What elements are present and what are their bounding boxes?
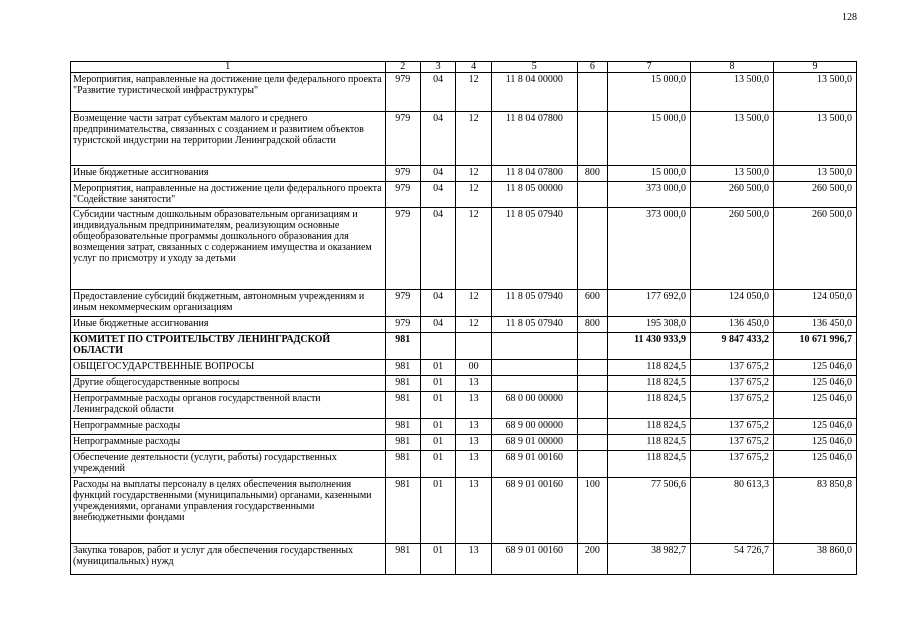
row-name-cell: КОМИТЕТ ПО СТРОИТЕЛЬСТВУ ЛЕНИНГРАДСКОЙ ОБЛАСТИ: [71, 333, 386, 360]
code-cell: 13: [456, 478, 491, 544]
amount-cell: 373 000,0: [608, 208, 691, 290]
column-number-header: 8: [691, 62, 774, 73]
code-cell: 68 9 01 00160: [491, 544, 577, 575]
budget-table: [70, 61, 857, 575]
amount-cell: 177 692,0: [608, 290, 691, 317]
code-cell: 04: [420, 166, 455, 182]
column-number-header: 3: [420, 62, 455, 73]
code-cell: [577, 419, 607, 435]
code-cell: 200: [577, 544, 607, 575]
table-row: [71, 451, 857, 478]
row-name-cell: Обеспечение деятельности (услуги, работы) государственных учреждений: [71, 451, 386, 478]
table-row: [71, 544, 857, 575]
table-row: [71, 73, 857, 112]
code-cell: 979: [385, 112, 420, 166]
amount-cell: 80 613,3: [691, 478, 774, 544]
code-cell: [577, 182, 607, 208]
code-cell: 04: [420, 73, 455, 112]
code-cell: 01: [420, 544, 455, 575]
code-cell: 100: [577, 478, 607, 544]
code-cell: 11 8 04 07800: [491, 166, 577, 182]
amount-cell: 118 824,5: [608, 435, 691, 451]
amount-cell: 260 500,0: [691, 208, 774, 290]
code-cell: 04: [420, 317, 455, 333]
code-cell: 01: [420, 360, 455, 376]
row-name-cell: Мероприятия, направленные на достижение цели федерального проекта "Развитие туристической инфраструктуры": [71, 73, 386, 112]
code-cell: 13: [456, 544, 491, 575]
code-cell: [456, 333, 491, 360]
code-cell: 979: [385, 208, 420, 290]
amount-cell: 125 046,0: [773, 419, 856, 435]
amount-cell: 54 726,7: [691, 544, 774, 575]
code-cell: 11 8 05 07940: [491, 317, 577, 333]
row-name-cell: Предоставление субсидий бюджетным, автономным учреждениям и иным некоммерческим организациям: [71, 290, 386, 317]
amount-cell: 38 860,0: [773, 544, 856, 575]
code-cell: [420, 333, 455, 360]
amount-cell: 77 506,6: [608, 478, 691, 544]
code-cell: 01: [420, 392, 455, 419]
row-name-cell: Иные бюджетные ассигнования: [71, 166, 386, 182]
column-number-header: 2: [385, 62, 420, 73]
amount-cell: 13 500,0: [773, 166, 856, 182]
amount-cell: 13 500,0: [691, 73, 774, 112]
code-cell: [577, 451, 607, 478]
amount-cell: 10 671 996,7: [773, 333, 856, 360]
code-cell: 12: [456, 208, 491, 290]
code-cell: 12: [456, 166, 491, 182]
code-cell: 01: [420, 451, 455, 478]
page-number: 128: [842, 12, 857, 23]
code-cell: 981: [385, 435, 420, 451]
amount-cell: 11 430 933,9: [608, 333, 691, 360]
table-row: [71, 419, 857, 435]
table-row: [71, 166, 857, 182]
amount-cell: 118 824,5: [608, 451, 691, 478]
code-cell: [577, 360, 607, 376]
column-number-header: 6: [577, 62, 607, 73]
column-number-header: 1: [71, 62, 386, 73]
code-cell: 13: [456, 435, 491, 451]
amount-cell: 125 046,0: [773, 376, 856, 392]
code-cell: 13: [456, 376, 491, 392]
amount-cell: 137 675,2: [691, 435, 774, 451]
amount-cell: 15 000,0: [608, 73, 691, 112]
row-name-cell: Расходы на выплаты персоналу в целях обеспечения выполнения функций государственными (муниципальными) органами, казенными учреждениями, органами управления государственными внебюджетными фондами: [71, 478, 386, 544]
amount-cell: 260 500,0: [691, 182, 774, 208]
code-cell: [577, 376, 607, 392]
table-row: [71, 333, 857, 360]
code-cell: 13: [456, 419, 491, 435]
table-row: [71, 478, 857, 544]
table-row: [71, 290, 857, 317]
row-name-cell: Непрограммные расходы органов государственной власти Ленинградской области: [71, 392, 386, 419]
amount-cell: 125 046,0: [773, 435, 856, 451]
amount-cell: 137 675,2: [691, 419, 774, 435]
amount-cell: 137 675,2: [691, 360, 774, 376]
code-cell: [577, 112, 607, 166]
amount-cell: 13 500,0: [773, 112, 856, 166]
amount-cell: 13 500,0: [773, 73, 856, 112]
amount-cell: 118 824,5: [608, 392, 691, 419]
amount-cell: 125 046,0: [773, 392, 856, 419]
amount-cell: 118 824,5: [608, 419, 691, 435]
table-row: [71, 376, 857, 392]
code-cell: 04: [420, 182, 455, 208]
row-name-cell: Мероприятия, направленные на достижение цели федерального проекта "Содействие занятости": [71, 182, 386, 208]
code-cell: 981: [385, 333, 420, 360]
amount-cell: 125 046,0: [773, 451, 856, 478]
code-cell: 11 8 05 07940: [491, 208, 577, 290]
code-cell: 981: [385, 419, 420, 435]
row-name-cell: Возмещение части затрат субъектам малого и среднего предпринимательства, связанных с созданием и развитием объектов туристской индустрии на территории Ленинградской области: [71, 112, 386, 166]
code-cell: 979: [385, 317, 420, 333]
amount-cell: 124 050,0: [691, 290, 774, 317]
row-name-cell: Субсидии частным дошкольным образовательным организациям и индивидуальным предпринимателям, реализующим основные общеобразовательные программы дошкольного образования для возмещения затрат, связанных с содержанием имущества и оказанием услуг по присмотру и уходу за детьми: [71, 208, 386, 290]
code-cell: 12: [456, 290, 491, 317]
amount-cell: 125 046,0: [773, 360, 856, 376]
amount-cell: 136 450,0: [773, 317, 856, 333]
amount-cell: 118 824,5: [608, 376, 691, 392]
code-cell: 981: [385, 544, 420, 575]
code-cell: 979: [385, 182, 420, 208]
amount-cell: 137 675,2: [691, 392, 774, 419]
code-cell: 01: [420, 376, 455, 392]
table-header-row: [71, 62, 857, 73]
code-cell: 800: [577, 166, 607, 182]
code-cell: 13: [456, 451, 491, 478]
row-name-cell: Иные бюджетные ассигнования: [71, 317, 386, 333]
code-cell: 00: [456, 360, 491, 376]
code-cell: 981: [385, 478, 420, 544]
amount-cell: 137 675,2: [691, 451, 774, 478]
code-cell: 68 9 01 00000: [491, 435, 577, 451]
column-number-header: 9: [773, 62, 856, 73]
code-cell: 979: [385, 73, 420, 112]
code-cell: 981: [385, 360, 420, 376]
code-cell: 68 9 00 00000: [491, 419, 577, 435]
code-cell: 68 0 00 00000: [491, 392, 577, 419]
code-cell: 11 8 05 07940: [491, 290, 577, 317]
amount-cell: 136 450,0: [691, 317, 774, 333]
code-cell: 01: [420, 478, 455, 544]
column-number-header: 4: [456, 62, 491, 73]
column-number-header: 7: [608, 62, 691, 73]
code-cell: 04: [420, 290, 455, 317]
code-cell: 04: [420, 208, 455, 290]
row-name-cell: Другие общегосударственные вопросы: [71, 376, 386, 392]
code-cell: 11 8 04 00000: [491, 73, 577, 112]
table-row: [71, 360, 857, 376]
row-name-cell: Непрограммные расходы: [71, 419, 386, 435]
table-row: [71, 112, 857, 166]
amount-cell: 118 824,5: [608, 360, 691, 376]
code-cell: 04: [420, 112, 455, 166]
table-row: [71, 317, 857, 333]
code-cell: 12: [456, 317, 491, 333]
code-cell: 979: [385, 166, 420, 182]
code-cell: 12: [456, 73, 491, 112]
row-name-cell: ОБЩЕГОСУДАРСТВЕННЫЕ ВОПРОСЫ: [71, 360, 386, 376]
code-cell: [577, 73, 607, 112]
code-cell: 12: [456, 112, 491, 166]
code-cell: [491, 360, 577, 376]
code-cell: 01: [420, 435, 455, 451]
code-cell: 800: [577, 317, 607, 333]
code-cell: [577, 333, 607, 360]
amount-cell: 137 675,2: [691, 376, 774, 392]
code-cell: 13: [456, 392, 491, 419]
amount-cell: 260 500,0: [773, 182, 856, 208]
code-cell: 981: [385, 392, 420, 419]
table-row: [71, 435, 857, 451]
amount-cell: 9 847 433,2: [691, 333, 774, 360]
code-cell: 68 9 01 00160: [491, 478, 577, 544]
amount-cell: 373 000,0: [608, 182, 691, 208]
amount-cell: 83 850,8: [773, 478, 856, 544]
code-cell: 01: [420, 419, 455, 435]
amount-cell: 13 500,0: [691, 166, 774, 182]
row-name-cell: Закупка товаров, работ и услуг для обеспечения государственных (муниципальных) нужд: [71, 544, 386, 575]
code-cell: 68 9 01 00160: [491, 451, 577, 478]
code-cell: 981: [385, 451, 420, 478]
code-cell: [491, 333, 577, 360]
code-cell: [577, 208, 607, 290]
table-row: [71, 392, 857, 419]
table-row: [71, 208, 857, 290]
code-cell: [577, 392, 607, 419]
column-number-header: 5: [491, 62, 577, 73]
amount-cell: 195 308,0: [608, 317, 691, 333]
amount-cell: 124 050,0: [773, 290, 856, 317]
amount-cell: 15 000,0: [608, 166, 691, 182]
amount-cell: 13 500,0: [691, 112, 774, 166]
code-cell: 12: [456, 182, 491, 208]
amount-cell: 260 500,0: [773, 208, 856, 290]
amount-cell: 38 982,7: [608, 544, 691, 575]
code-cell: 11 8 05 00000: [491, 182, 577, 208]
code-cell: [577, 435, 607, 451]
code-cell: 600: [577, 290, 607, 317]
code-cell: 981: [385, 376, 420, 392]
code-cell: [491, 376, 577, 392]
row-name-cell: Непрограммные расходы: [71, 435, 386, 451]
amount-cell: 15 000,0: [608, 112, 691, 166]
code-cell: 11 8 04 07800: [491, 112, 577, 166]
code-cell: 979: [385, 290, 420, 317]
table-row: [71, 182, 857, 208]
